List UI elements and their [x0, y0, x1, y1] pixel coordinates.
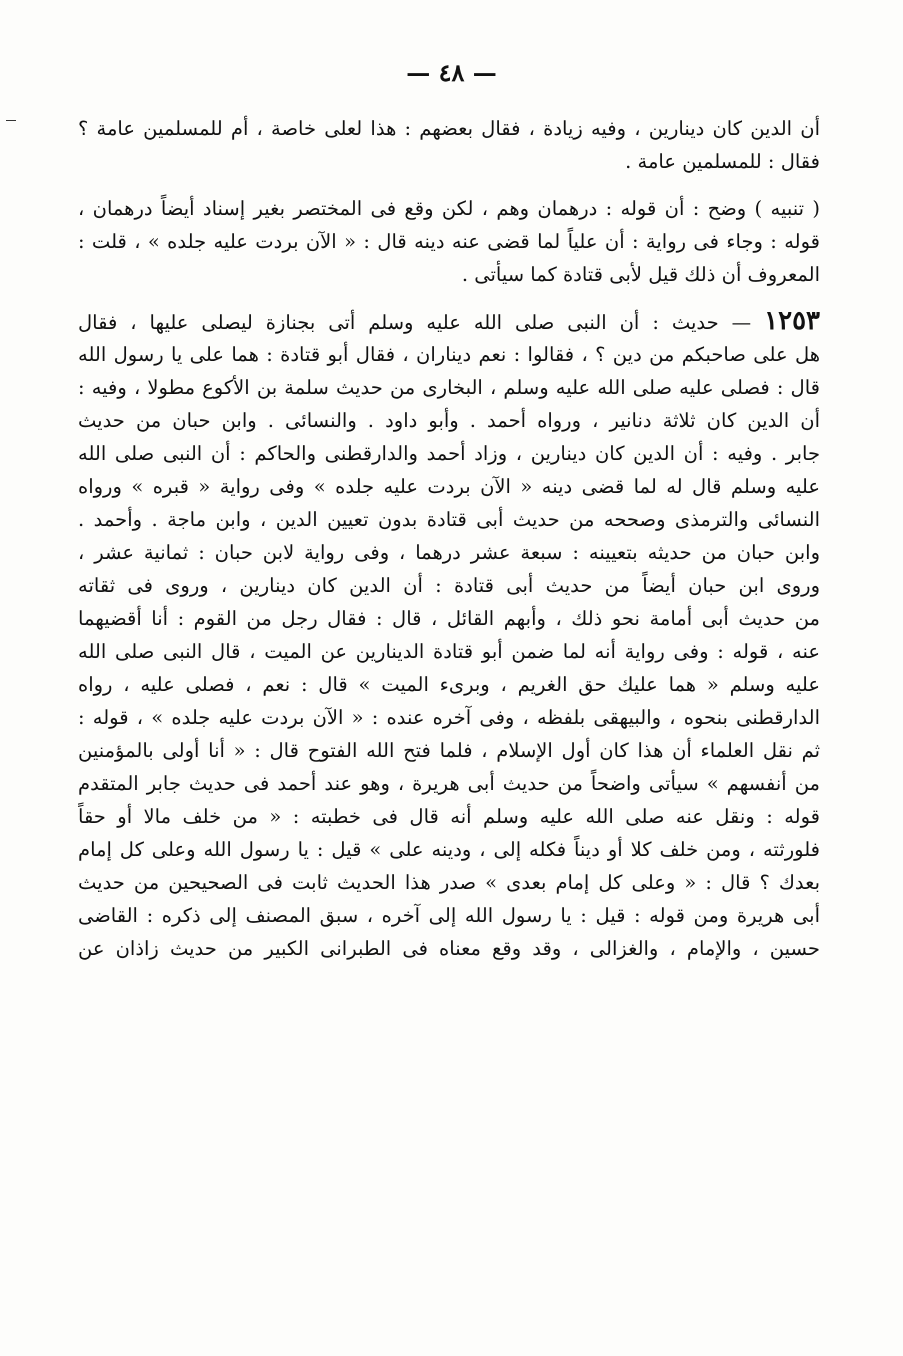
- text-line: وابن حبان من حديثه بتعيينه : سبعة عشر درهما ، وفى رواية لابن حبان : ثمانية عشر ،: [78, 541, 820, 564]
- text-line: عنه ، قوله : وفى رواية أنه لما ضمن أبو قتادة الدينارين عن الميت ، قال النبى صلى الله: [78, 640, 820, 663]
- text-line: عليه وسلم « هما عليك حق الغريم ، وبرىء الميت » قال : نعم ، فصلى عليه ، رواه: [78, 673, 820, 696]
- page-number: — ٤٨ —: [406, 58, 497, 87]
- text-line: عليه وسلم قال له لما قضى دينه « الآن بردت عليه جلده » وفى رواية « قبره » ورواه: [78, 475, 820, 498]
- text-line: الدارقطنى بنحوه ، والبيهقى بلفظه ، وفى آخره عنده : « الآن بردت عليه جلده » ، قوله :: [78, 706, 820, 729]
- page-body: [78, 112, 820, 965]
- text-line: من أنفسهم » سيأتى واضحاً من حديث أبى هريرة ، وهو عند أحمد فى حديث جابر المتقدم: [78, 772, 820, 795]
- text-line: فلورثته ، ومن خلف كلا أو ديناً فكله إلى ، ودينه على » قيل : يا رسول الله وعلى كل إمام: [78, 838, 820, 861]
- hadith-number: ١٢٥٣: [764, 306, 820, 336]
- text-line: من حديث أبى أمامة نحو ذلك ، وأبهم القائل ، قال : فقال رجل من القوم : أنا أقضيهما: [78, 607, 820, 630]
- paragraph-gap: [78, 178, 820, 192]
- text-line: بعدك ؟ قال : « وعلى كل إمام بعدى » صدر هذا الحديث ثابت فى الصحيحين من حديث: [78, 871, 820, 894]
- text-line: فقال : للمسلمين عامة .: [625, 150, 820, 173]
- hadith-heading-line: [78, 305, 820, 338]
- text-line: جابر . وفيه : أن الدين كان دينارين ، وزاد أحمد والدارقطنى والحاكم : أن النبى صلى الله: [78, 442, 820, 465]
- text-line: قوله : ونقل عنه صلى الله عليه وسلم أنه قال فى خطبته : « من خلف مالا أو حقاً: [78, 805, 820, 828]
- text-line: ( تنبيه ) وضح : أن قوله : درهمان وهم ، لكن وقع فى المختصر بغير إسناد أيضاً درهمان ،: [78, 197, 820, 220]
- text-line: هل على صاحبكم من دين ؟ ، فقالوا : نعم ديناران ، فقال أبو قتادة : هما على يا رسول الله: [78, 343, 820, 366]
- text-line: قال : فصلى عليه صلى الله عليه وسلم ، البخارى من حديث سلمة بن الأكوع مطولا ، وفيه :: [78, 376, 820, 399]
- text-line: ثم نقل العلماء أن هذا كان أول الإسلام ، فلما فتح الله الفتوح قال : « أنا أولى بالمؤمنين: [78, 739, 820, 762]
- text-line: أبى هريرة ومن قوله : قيل : يا رسول الله إلى آخره ، سبق المصنف إلى ذكره : القاضى: [78, 904, 820, 927]
- paragraph-gap: [78, 291, 820, 305]
- text-line: المعروف أن ذلك قيل لأبى قتادة كما سيأتى .: [461, 263, 820, 286]
- text-line: النسائى والترمذى وصححه من حديث أبى قتادة بدون تعيين الدين ، وابن ماجة . وأحمد .: [78, 508, 820, 531]
- text-line: حسين ، والإمام ، والغزالى ، وقد وقع معناه فى الطبرانى الكبير من حديث زاذان عن: [78, 937, 820, 960]
- text-line: أن الدين كان ثلاثة دنانير ، ورواه أحمد . وأبو داود . والنسائى . وابن حبان من حديث: [78, 409, 820, 432]
- text-line: أن الدين كان دينارين ، وفيه زيادة ، فقال بعضهم : هذا لعلى خاصة ، أم للمسلمين عامة ؟: [78, 117, 820, 140]
- page-edge-mark: [6, 120, 16, 121]
- text-line: وروى ابن حبان أيضاً من حديث أبى قتادة : أن الدين كان دينارين ، وروى فى ثقاته: [78, 574, 820, 597]
- hadith-heading-text: — حديث : أن النبى صلى الله عليه وسلم أتى بجنازة ليصلى عليها ، فقال: [78, 311, 752, 334]
- text-line: قوله : وجاء فى رواية : أن علياً لما قضى عنه دينه قال : « الآن بردت عليه جلده » ، قلت :: [78, 230, 820, 253]
